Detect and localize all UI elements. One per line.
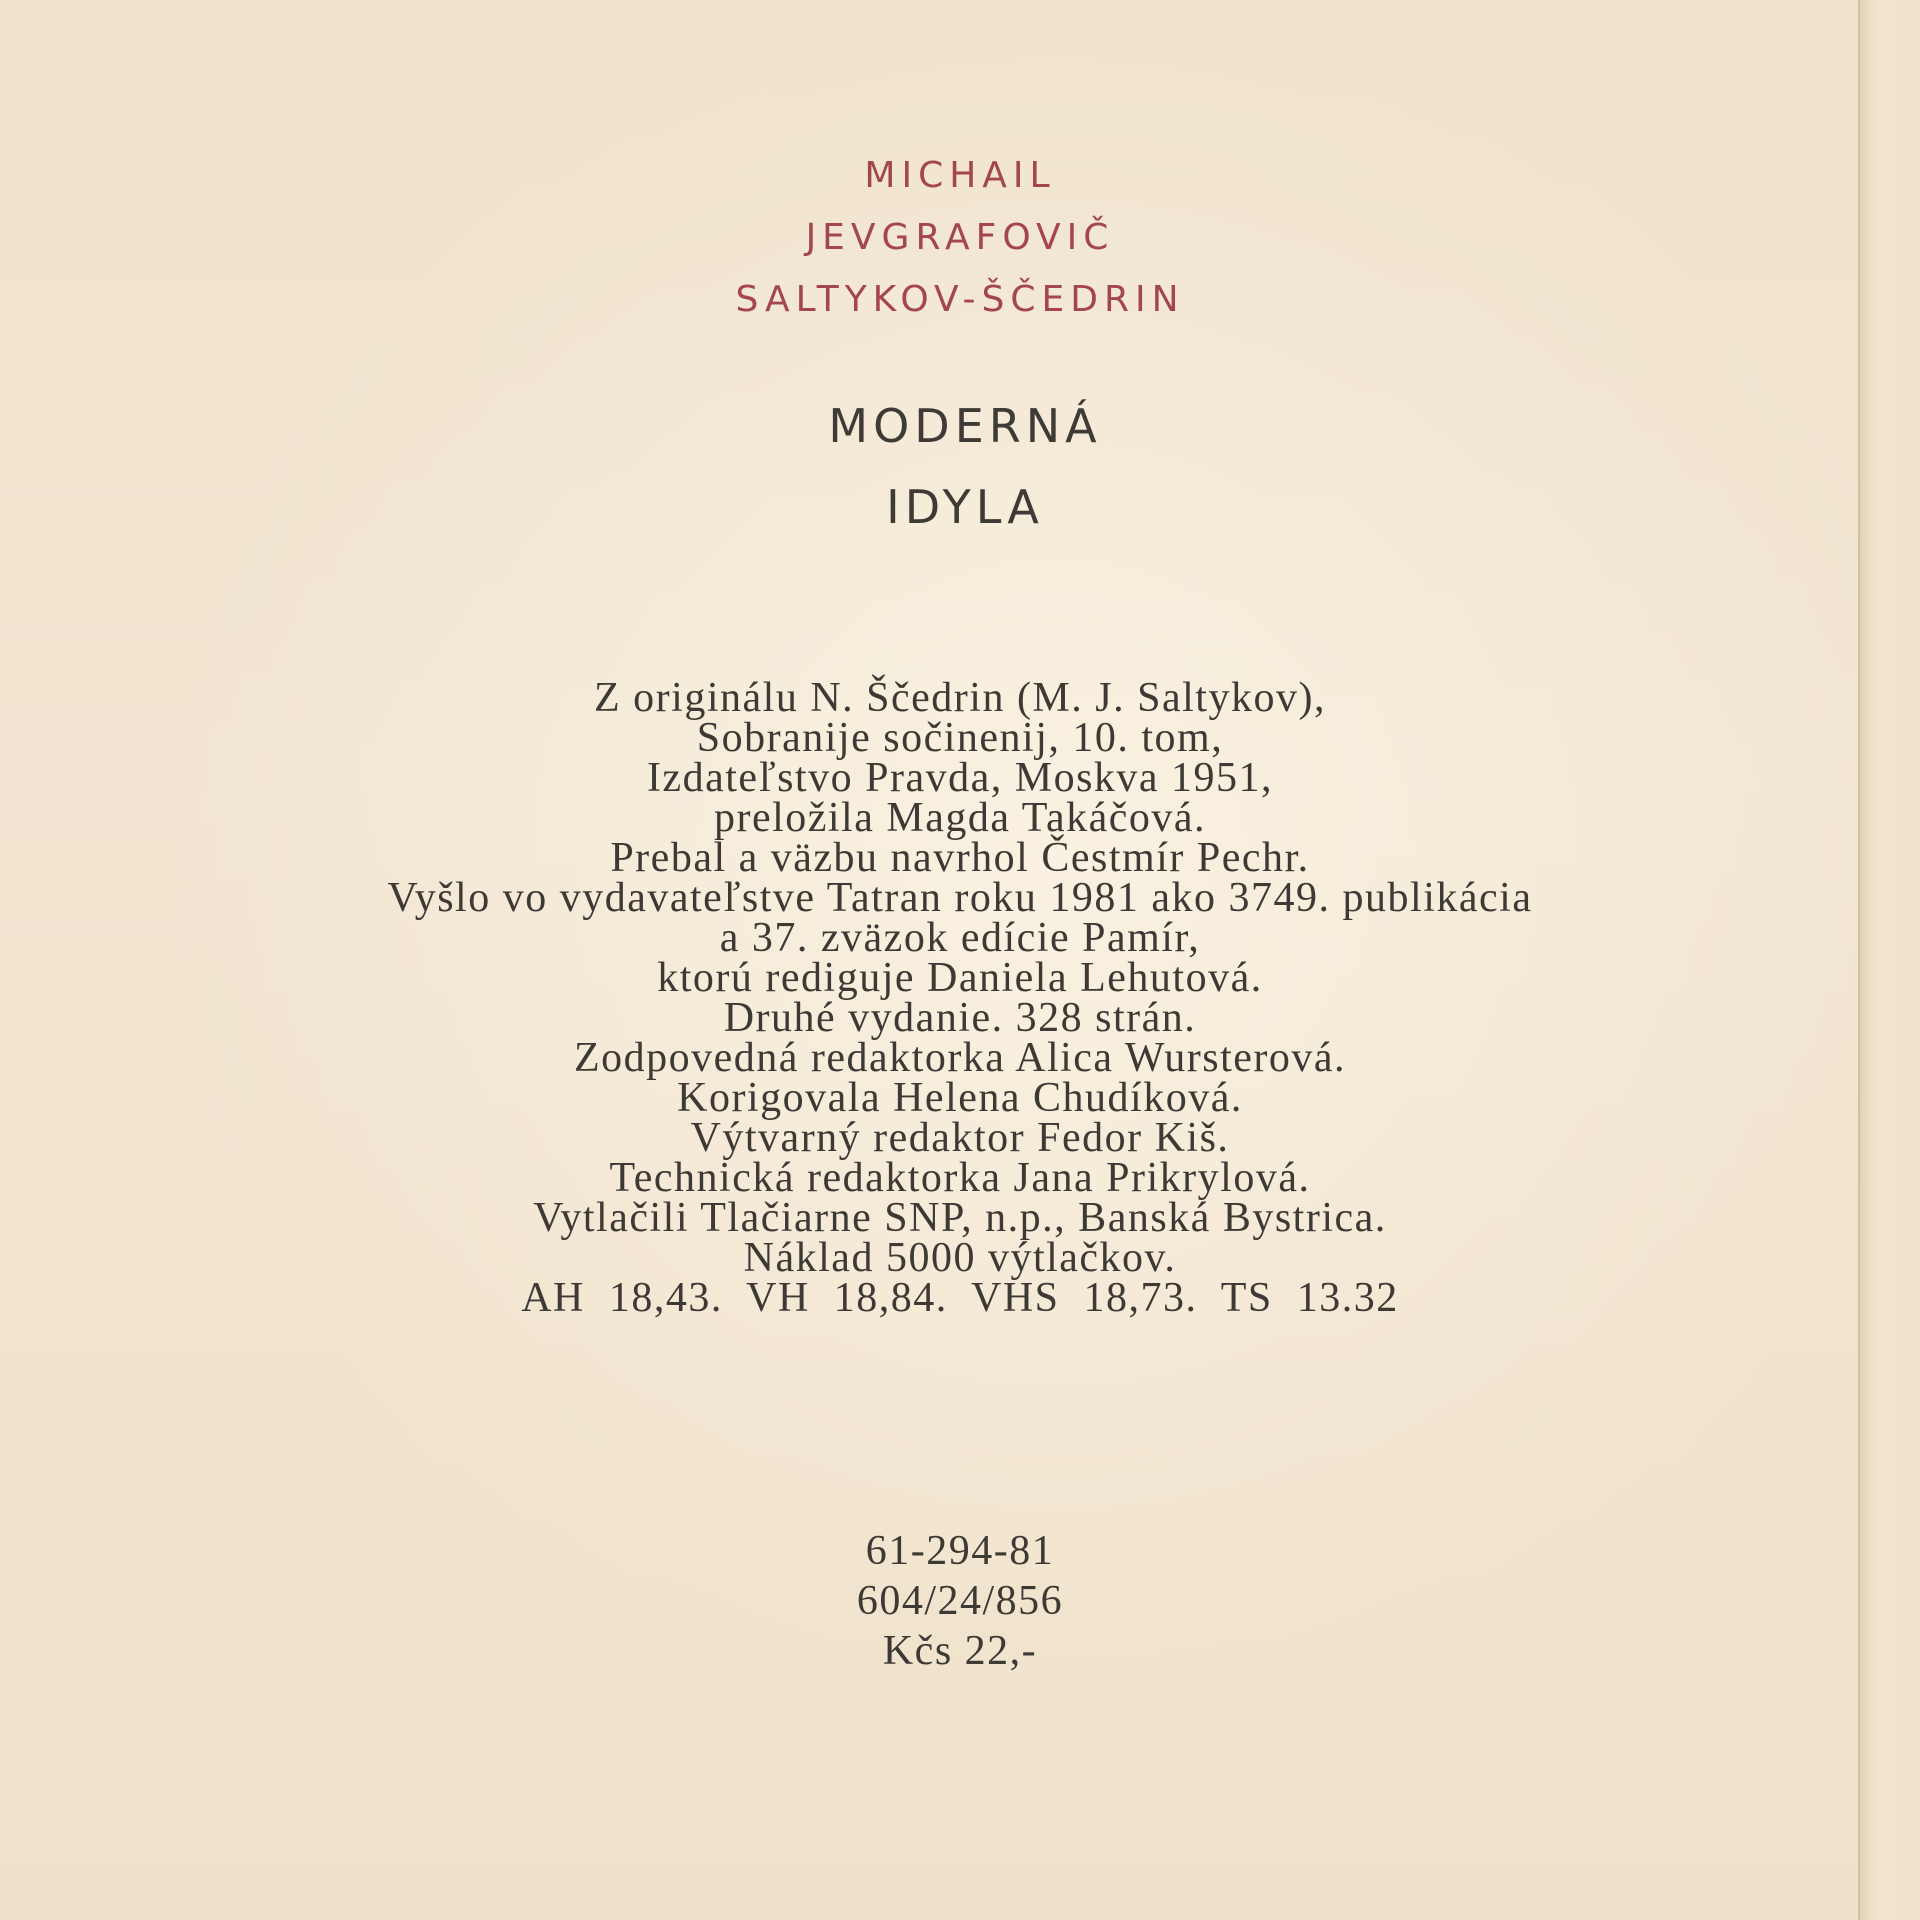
colophon-line: Výtvarný redaktor Fedor Kiš.	[690, 1115, 1230, 1161]
colophon-line: Náklad 5000 výtlačkov.	[743, 1235, 1177, 1281]
book-title-line-1: MODERNÁ	[828, 399, 1102, 453]
colophon-line: Prebal a väzbu navrhol Čestmír Pechr.	[610, 835, 1310, 881]
colophon-line: Vytlačili Tlačiarne SNP, n.p., Banská Bystrica.	[533, 1195, 1387, 1241]
colophon-line: preložila Magda Takáčová.	[713, 795, 1207, 841]
author-surname: SALTYKOV-ŠČEDRIN	[735, 279, 1185, 320]
price-line: Kčs 22,-	[882, 1628, 1038, 1674]
catalog-code-line: 604/24/856	[856, 1578, 1064, 1624]
colophon-line: AH 18,43. VH 18,84. VHS 18,73. TS 13.32	[521, 1275, 1399, 1321]
author-patronymic: JEVGRAFOVIČ	[805, 217, 1115, 258]
colophon	[0, 675, 1920, 1321]
colophon-line: Izdateľstvo Pravda, Moskva 1951,	[646, 755, 1274, 801]
colophon-line: a 37. zväzok edície Pamír,	[719, 915, 1201, 961]
colophon-line: Druhé vydanie. 328 strán.	[723, 995, 1197, 1041]
colophon-line: Vyšlo vo vydavateľstve Tatran roku 1981 ako 3749. publikácia	[387, 875, 1533, 921]
catalog-codes	[0, 1526, 1920, 1676]
book-title-line-2: IDYLA	[886, 480, 1044, 534]
colophon-line: Zodpovedná redaktorka Alica Wursterová.	[573, 1035, 1347, 1081]
colophon-line: Sobranije sočinenij, 10. tom,	[696, 715, 1224, 761]
colophon-line: Z originálu N. Ščedrin (M. J. Saltykov),	[594, 675, 1326, 721]
colophon-line: Technická redaktorka Jana Prikrylová.	[609, 1155, 1311, 1201]
author-first-name: MICHAIL	[864, 155, 1056, 196]
colophon-line: ktorú rediguje Daniela Lehutová.	[657, 955, 1263, 1001]
catalog-code-line: 61-294-81	[865, 1528, 1055, 1574]
colophon-line: Korigovala Helena Chudíková.	[677, 1075, 1243, 1121]
